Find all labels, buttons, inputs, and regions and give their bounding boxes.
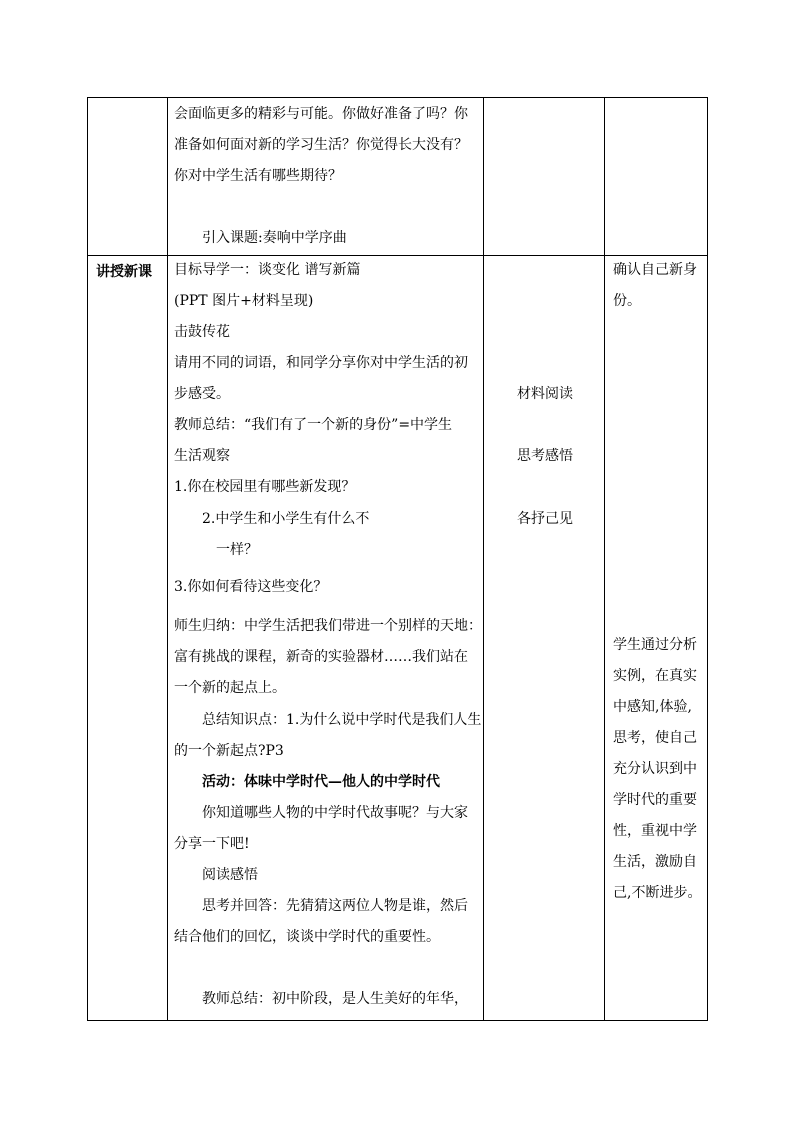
content-line: 一样？: [216, 542, 258, 558]
intent-line: 生活，激励自: [613, 854, 697, 870]
content-line: 的一个新起点?P3: [174, 743, 284, 759]
content-line: 教师总结：“我们有了一个新的身份”=中学生: [174, 417, 453, 433]
intent-line: 确认自己新身: [613, 262, 697, 278]
content-line: 会面临更多的精彩与可能。你做好准备了吗？你: [174, 106, 468, 122]
intent-line: 充分认识到中: [613, 761, 697, 777]
intent-line: 思考，使自己: [613, 730, 697, 746]
intent-line: 己,不断进步。: [613, 885, 702, 901]
content-cell: [168, 98, 484, 256]
content-line: 准备如何面对新的学习生活？你觉得长大没有？: [174, 137, 468, 153]
content-line: 生活观察: [174, 448, 230, 464]
student-activity: 各抒己见: [517, 511, 573, 527]
label-cell: [88, 98, 168, 256]
student-activity: 思考感悟: [517, 448, 573, 464]
content-line: 目标导学一：谈变化 谱写新篇: [174, 262, 361, 278]
content-line: 教师总结：初中阶段，是人生美好的年华，: [202, 991, 468, 1007]
intent-cell: [605, 98, 708, 256]
activity-cell: [484, 256, 605, 1021]
content-line: 总结知识点：1.为什么说中学时代是我们人生: [202, 712, 482, 728]
intent-line: 学生通过分析: [613, 637, 697, 653]
content-line: 结合他们的回忆，谈谈中学时代的重要性。: [174, 929, 440, 945]
content-line: 阅读感悟: [202, 867, 258, 883]
intent-line: 实例，在真实: [613, 668, 697, 684]
content-line: (PPT 图片+材料呈现): [174, 293, 314, 309]
content-line: 师生归纳：中学生活把我们带进一个别样的天地：: [174, 618, 482, 634]
table-row: [88, 256, 708, 1021]
content-line: 步感受。: [174, 386, 230, 402]
lesson-plan-table: [87, 97, 708, 1021]
content-line: 富有挑战的课程，新奇的实验器材……我们站在: [174, 649, 468, 665]
content-line: 2.中学生和小学生有什么不: [202, 511, 370, 527]
content-line: 击鼓传花: [174, 324, 230, 340]
intent-line: 性，重视中学: [613, 823, 697, 839]
intent-line: 份。: [613, 293, 641, 309]
content-line: 1.你在校园里有哪些新发现？: [174, 479, 356, 495]
content-line: 3.你如何看待这些变化？: [174, 579, 328, 595]
student-activity: 材料阅读: [517, 386, 573, 402]
content-line: 思考并回答：先猜猜这两位人物是谁，然后: [202, 898, 468, 914]
content-line: 请用不同的词语，和同学分享你对中学生活的初: [174, 355, 468, 371]
activity-cell: [484, 98, 605, 256]
content-line: 分享一下吧!: [174, 836, 250, 852]
activity-heading: 活动：体味中学时代—他人的中学时代: [202, 774, 440, 790]
label-cell: [88, 256, 168, 1021]
content-line: 你对中学生活有哪些期待？: [174, 168, 342, 184]
section-label: 讲授新课: [96, 264, 152, 280]
intent-line: 中感知,体验,: [613, 699, 692, 715]
content-line: 一个新的起点上。: [174, 680, 286, 696]
intent-cell: [605, 256, 708, 1021]
content-line: 引入课题:奏响中学序曲: [202, 230, 347, 246]
intent-line: 学时代的重要: [613, 792, 697, 808]
content-cell: [168, 256, 484, 1021]
table-row: [88, 98, 708, 256]
content-line: 你知道哪些人物的中学时代故事呢？与大家: [202, 805, 468, 821]
